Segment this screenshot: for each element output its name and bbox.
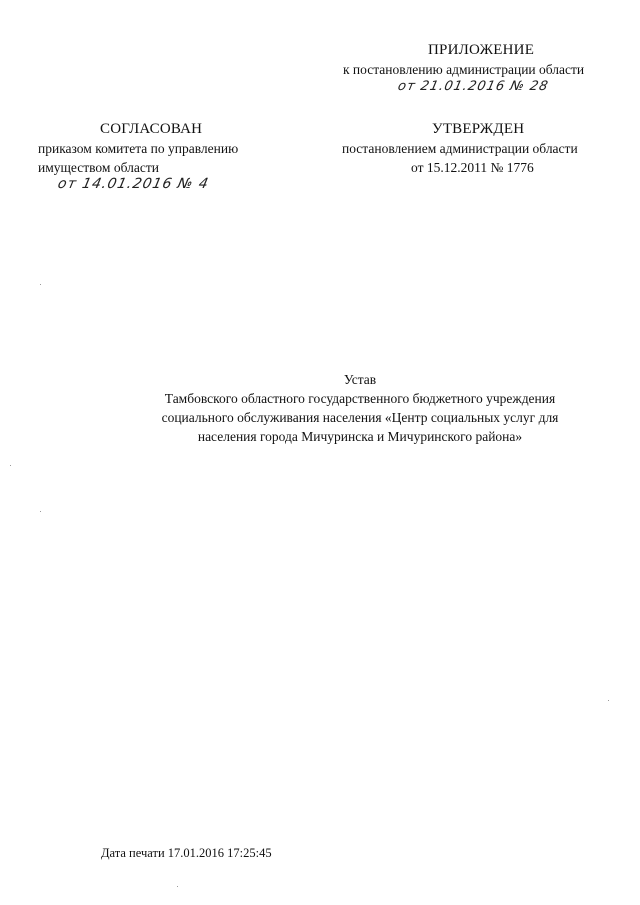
agreed-handwritten-date: от 14.01.2016 № 4 bbox=[56, 176, 211, 192]
charter-line-1: Тамбовского областного государственного бюджетного учреждения bbox=[164, 391, 556, 406]
agreed-line-1: приказом комитета по управлению bbox=[38, 141, 239, 156]
scan-speck bbox=[10, 465, 11, 466]
charter-block bbox=[110, 370, 610, 446]
print-date: Дата печати 17.01.2016 17:25:45 bbox=[101, 846, 272, 860]
scan-speck bbox=[608, 700, 609, 701]
scan-speck bbox=[177, 886, 178, 887]
charter-line-2: социального обслуживания населения «Центр социальных услуг для bbox=[161, 410, 559, 425]
approved-line-2: от 15.12.2011 № 1776 bbox=[411, 160, 534, 175]
agreed-title: СОГЛАСОВАН bbox=[100, 121, 203, 137]
charter-title: Устав bbox=[343, 372, 377, 387]
approved-title: УТВЕРЖДЕН bbox=[432, 121, 525, 137]
appendix-subtitle: к постановлению администрации области bbox=[343, 62, 585, 77]
agreed-line-2: имуществом области bbox=[38, 160, 159, 175]
charter-line-3: населения города Мичуринска и Мичуринского района» bbox=[197, 429, 523, 444]
appendix-handwritten-date: от 21.01.2016 № 28 bbox=[396, 79, 551, 94]
scan-speck bbox=[40, 284, 41, 285]
scan-speck bbox=[40, 511, 41, 512]
approved-line-1: постановлением администрации области bbox=[342, 141, 578, 156]
appendix-title: ПРИЛОЖЕНИЕ bbox=[428, 42, 535, 58]
